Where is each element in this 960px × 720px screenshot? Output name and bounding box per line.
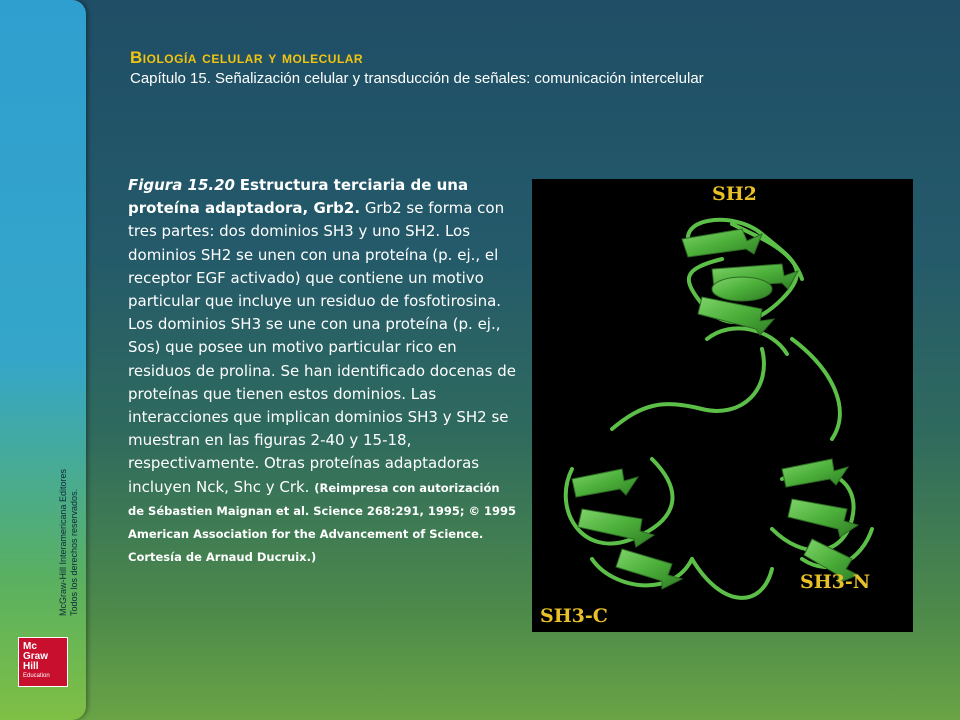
- label-sh2: SH2: [712, 183, 757, 205]
- copyright-text: [58, 386, 80, 616]
- figure-caption: [128, 174, 518, 568]
- figure-number: Figura 15.20: [128, 176, 235, 194]
- figure-title: Estructura terciaria de una proteína adaptadora, Grb2.: [128, 176, 469, 218]
- logo-line-4: Education: [23, 673, 50, 679]
- sidebar: [0, 0, 86, 720]
- protein-structure-image: [532, 179, 913, 632]
- logo-line-1: Mc: [23, 641, 37, 652]
- chapter-subtitle: Capítulo 15. Señalización celular y transducción de señales: comunicación intercelular: [130, 70, 704, 87]
- mcgraw-hill-logo: [18, 637, 68, 687]
- grb2-ribbon-diagram: [532, 179, 913, 632]
- copyright-line-1: McGraw-Hill Interamericana Editores: [58, 468, 68, 616]
- logo-line-3: Hill: [23, 661, 39, 672]
- logo-line-2: Graw: [23, 651, 49, 662]
- label-sh3-n: SH3-N: [800, 571, 871, 593]
- copyright-line-2: Todos los derechos reservados.: [69, 488, 79, 616]
- caption-body: Grb2 se forma con tres partes: dos dominios SH3 y uno SH2. Los dominios SH2 se unen con una proteína (p. ej., el receptor EGF activado) que contiene un motivo particular que incluye un residuo de fosfotirosina. Los dominios SH3 se une con una proteína (p. ej., Sos) que posee un motivo particular rico en residuos de prolina. Se han identificado docenas de proteínas que tienen estos dominios. Las interacciones que implican dominios SH3 y SH2 se muestran en las figuras 2-40 y 15-18, respectivamente. Otras proteínas adaptadoras incluyen Nck, Shc y Crk.: [128, 199, 516, 496]
- label-sh3-c: SH3-C: [540, 605, 608, 627]
- figure-credit: (Reimpresa con autorización de Sébastien Maignan et al. Science 268:291, 1995; © 1995 American Association for the Advancement of Science. Cortesía de Arnaud Ducruix.): [128, 480, 517, 565]
- book-title: Biología celular y molecular: [130, 48, 364, 67]
